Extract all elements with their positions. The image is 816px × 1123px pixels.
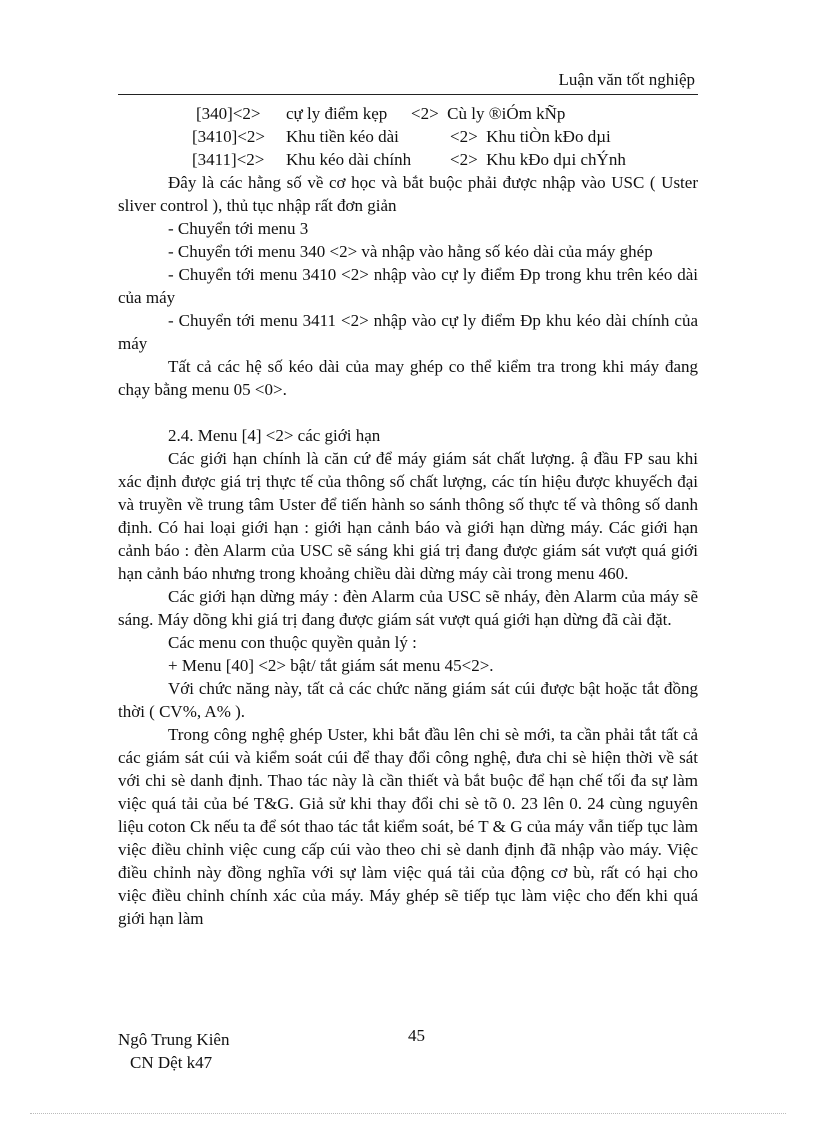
step-menu-3410: - Chuyển tới menu 3410 <2> nhập vào cự ly điểm Đp trong khu trên kéo dài của máy (118, 265, 698, 307)
menu-name: Khu tiền kéo dài (286, 127, 399, 146)
paragraph-stop-limits: Các giới hạn dừng máy : đèn Alarm của USC sẽ nháy, đèn Alarm của máy sẽ sáng. Máy dõng khi giá trị đang được giám sát vượt quá giới hạn dừng đã cài đặt. (118, 587, 698, 629)
menu-name: cự ly điểm kẹp (286, 104, 388, 123)
paragraph-uster-technology: Trong công nghệ ghép Uster, khi bắt đầu lên chi sè mới, ta cần phải tắt tất cả các giám sát cúi và kiểm soát cúi để thay đổi công nghệ, đưa chi sè hiện thời về sát với chi sè danh định. Thao tác này là cần thiết và bắt buộc để hạn chế tối đa sự làm việc quá tải của bé T&G. Giả sử khi thay đổi chi sè tõ 0. 23 lên 0. 24 cùng nguyên liệu coton Ck nếu ta để sót thao tác tắt kiểm soát, bé T & G của máy vẫn tiếp tục làm việc điều chỉnh việc cung cấp cúi vào theo chi sè danh định đã nhập vào máy. Việc điều chỉnh này đồng nghĩa với sự làm việc quá tải của động cơ bù, rất có hại cho việc điều chỉnh chính xác của máy. Máy ghép sẽ tiếp tục làm việc cho đến khi quá giới hạn làm (118, 725, 698, 928)
page-edge (30, 1113, 786, 1114)
header-title: Luận văn tốt nghiệp (558, 70, 695, 89)
code-line-3411 (118, 148, 698, 171)
author-name: Ngô Trung Kiên (118, 1030, 230, 1049)
step-menu-340: - Chuyển tới menu 340 <2> và nhập vào hằng số kéo dài của máy ghép (168, 242, 653, 261)
menu-code: [3411]<2> (192, 150, 265, 169)
menu-alias: <2> Khu tiÒn kÐo dµi (450, 127, 611, 146)
step-menu-3: - Chuyển tới menu 3 (168, 219, 309, 238)
paragraph-menu-40: + Menu [40] <2> bật/ tắt giám sát menu 45<2>. (168, 656, 494, 675)
document-body (118, 102, 698, 930)
header-rule (118, 94, 698, 95)
section-heading: 2.4. Menu [4] <2> các giới hạn (168, 426, 381, 445)
menu-code: [340]<2> (196, 104, 261, 123)
menu-code: [3410]<2> (192, 127, 265, 146)
menu-alias: <2> Khu kÐo dµi chÝnh (450, 150, 626, 169)
paragraph-constants-intro: Đây là các hằng số về cơ học và bắt buộc phải được nhập vào USC ( Uster sliver control ), thủ tục nhập rất đơn giản (118, 173, 698, 215)
paragraph-function: Với chức năng này, tất cả các chức năng giám sát cúi được bật hoặc tắt đồng thời ( CV%, A% ). (118, 679, 698, 721)
paragraph-submenus: Các menu con thuộc quyền quản lý : (168, 633, 417, 652)
code-line-340 (118, 102, 698, 125)
spacer (118, 401, 698, 424)
menu-name: Khu kéo dài chính (286, 150, 412, 169)
step-menu-3411: - Chuyển tới menu 3411 <2> nhập vào cự ly điểm Đp khu kéo dài chính của máy (118, 311, 698, 353)
menu-alias: <2> Cù ly ®iÓm kÑp (411, 104, 566, 123)
paragraph-limits: Các giới hạn chính là căn cứ để máy giám sát chất lượng. ậ đầu FP sau khi xác định được giá trị thực tế của thông số chất lượng, các tín hiệu được khuyếch đại và truyền về trung tâm Uster để tiến hành so sánh thông số thực tế và thông số danh định. Có hai loại giới hạn : giới hạn cảnh báo và giới hạn dừng máy. Các giới hạn cảnh báo : đèn Alarm của USC sẽ sáng khi giá trị đang được giám sát vượt quá giới hạn cảnh báo nhưng trong khoảng chiều dài dừng máy cài trong menu 460. (118, 449, 698, 583)
paragraph-check-coefficients: Tất cả các hệ số kéo dài của may ghép co thể kiểm tra trong khi máy đang chạy bằng menu 05 <0>. (118, 357, 698, 399)
page-number: 45 (408, 1026, 425, 1045)
author-class: CN Dệt k47 (130, 1053, 213, 1072)
code-line-3410 (118, 125, 698, 148)
